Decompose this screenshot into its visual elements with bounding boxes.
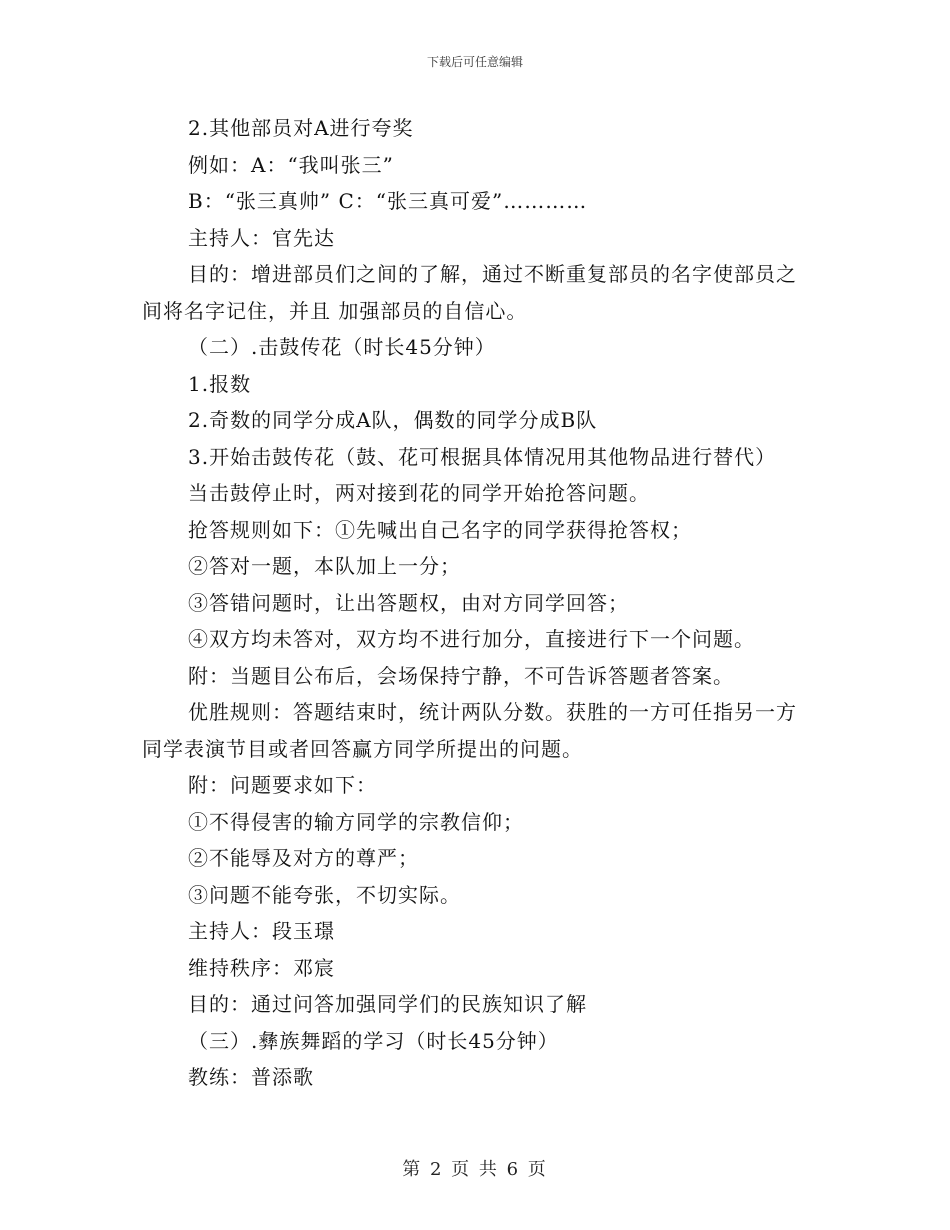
text-line: 3.开始击鼓传花（鼓、花可根据具体情况用其他物品进行替代） <box>188 444 777 469</box>
text-line: 当击鼓停止时，两对接到花的同学开始抢答问题。 <box>188 481 650 505</box>
document-body <box>142 110 802 1096</box>
text-line: ②不能辱及对方的尊严； <box>188 846 419 870</box>
page-footer: 第 2 页 共 6 页 <box>402 1159 548 1180</box>
text-line: 主持人：官先达 <box>188 225 335 250</box>
text-paragraph: 优胜规则：答题结束时，统计两队分数。获胜的一方可任指另一方同学表演节目或者回答赢方同学所提出的问题。 <box>142 700 797 761</box>
text-line: ②答对一题，本队加上一分； <box>188 554 461 578</box>
text-line: ③答错问题时，让出答题权，由对方同学回答； <box>188 590 629 615</box>
section-heading: （三）.彝族舞蹈的学习（时长45分钟） <box>188 1028 559 1053</box>
text-line: B：“张三真帅” C：“张三真可爱”………… <box>188 189 588 213</box>
text-line: 维持秩序：邓宸 <box>188 955 335 980</box>
text-line: 附：当题目公布后，会场保持宁静，不可告诉答题者答案。 <box>188 663 734 688</box>
text-paragraph: 目的：增进部员们之间的了解，通过不断重复部员的名字使部员之间将名字记住，并且 加强部员的自信心。 <box>142 262 797 323</box>
page-header: 下载后可任意编辑 <box>426 55 523 69</box>
section-heading: （二）.击鼓传花（时长45分钟） <box>188 335 496 359</box>
text-line: 2.其他部员对A进行夸奖 <box>188 116 414 140</box>
text-line: 例如：A：“我叫张三” <box>188 152 394 177</box>
text-line: 目的：通过问答加强同学们的民族知识了解 <box>188 992 587 1016</box>
text-line: 1.报数 <box>188 371 252 396</box>
text-line: ④双方均未答对，双方均不进行加分，直接进行下一个问题。 <box>188 627 755 651</box>
text-line: ①不得侵害的输方同学的宗教信仰； <box>188 809 524 834</box>
text-line: 教练：普添歌 <box>188 1065 314 1089</box>
text-line: ③问题不能夸张，不切实际。 <box>188 882 461 907</box>
text-line: 2.奇数的同学分成A队，偶数的同学分成B队 <box>188 408 598 432</box>
text-line: 抢答规则如下：①先喊出自己名字的同学获得抢答权； <box>188 517 692 542</box>
text-line: 附：问题要求如下： <box>188 773 377 797</box>
text-line: 主持人：段玉璟 <box>188 919 335 943</box>
